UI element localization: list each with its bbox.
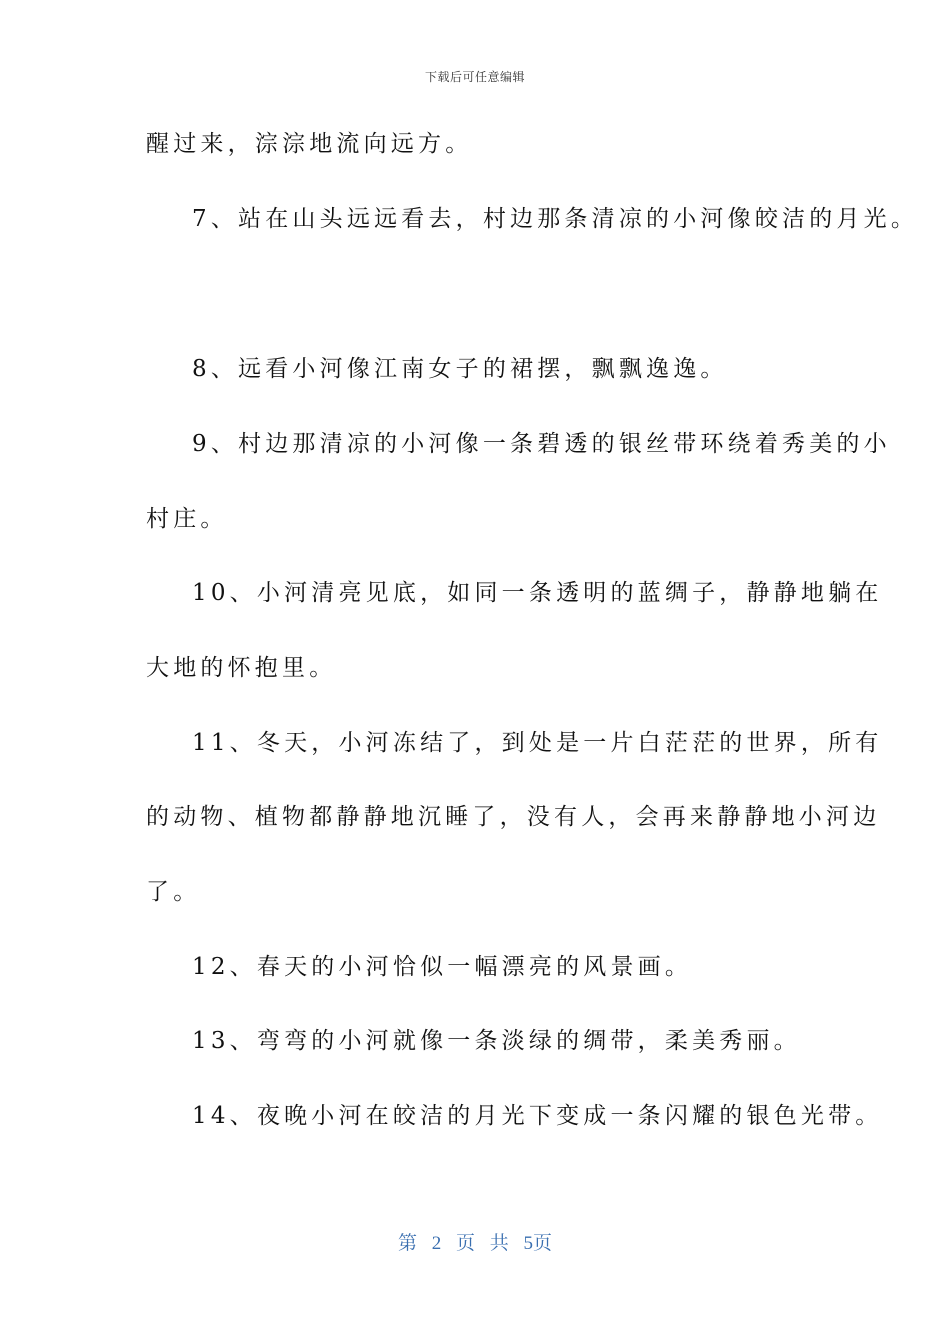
body-line-9: 的动物、植物都静静地沉睡了，没有人，会再来静静地小河边 xyxy=(146,804,881,830)
footer-label-page: 第 xyxy=(397,1233,417,1254)
body-line-5: 村庄。 xyxy=(146,506,228,532)
body-line-6: 10、小河清亮见底，如同一条透明的蓝绸子，静静地躺在 xyxy=(192,580,883,606)
body-line-11: 12、春天的小河恰似一幅漂亮的风景画。 xyxy=(192,954,693,980)
body-line-7: 大地的怀抱里。 xyxy=(146,655,337,681)
footer-current-page: 2 xyxy=(431,1233,442,1254)
body-line-10: 了。 xyxy=(146,879,201,905)
footer-label-ye: 页 xyxy=(455,1233,475,1254)
page-header: 下载后可任意编辑 xyxy=(424,70,525,84)
body-line-12: 13、弯弯的小河就像一条淡绿的绸带，柔美秀丽。 xyxy=(192,1028,801,1054)
body-line-3: 8、远看小河像江南女子的裙摆，飘飘逸逸。 xyxy=(192,356,728,382)
body-line-13: 14、夜晚小河在皎洁的月光下变成一条闪耀的银色光带。 xyxy=(192,1103,883,1129)
body-line-1: 醒过来，淙淙地流向远方。 xyxy=(146,131,473,157)
footer-label-gong: 共 xyxy=(489,1233,509,1254)
body-line-8: 11、冬天，小河冻结了，到处是一片白茫茫的世界，所有 xyxy=(192,730,883,756)
body-line-2: 7、站在山头远远看去，村边那条清凉的小河像皎洁的月光。 xyxy=(192,206,919,232)
body-line-4: 9、村边那清凉的小河像一条碧透的银丝带环绕着秀美的小 xyxy=(192,431,891,457)
footer-total-pages: 5页 xyxy=(523,1233,553,1254)
page-footer xyxy=(0,1228,950,1255)
